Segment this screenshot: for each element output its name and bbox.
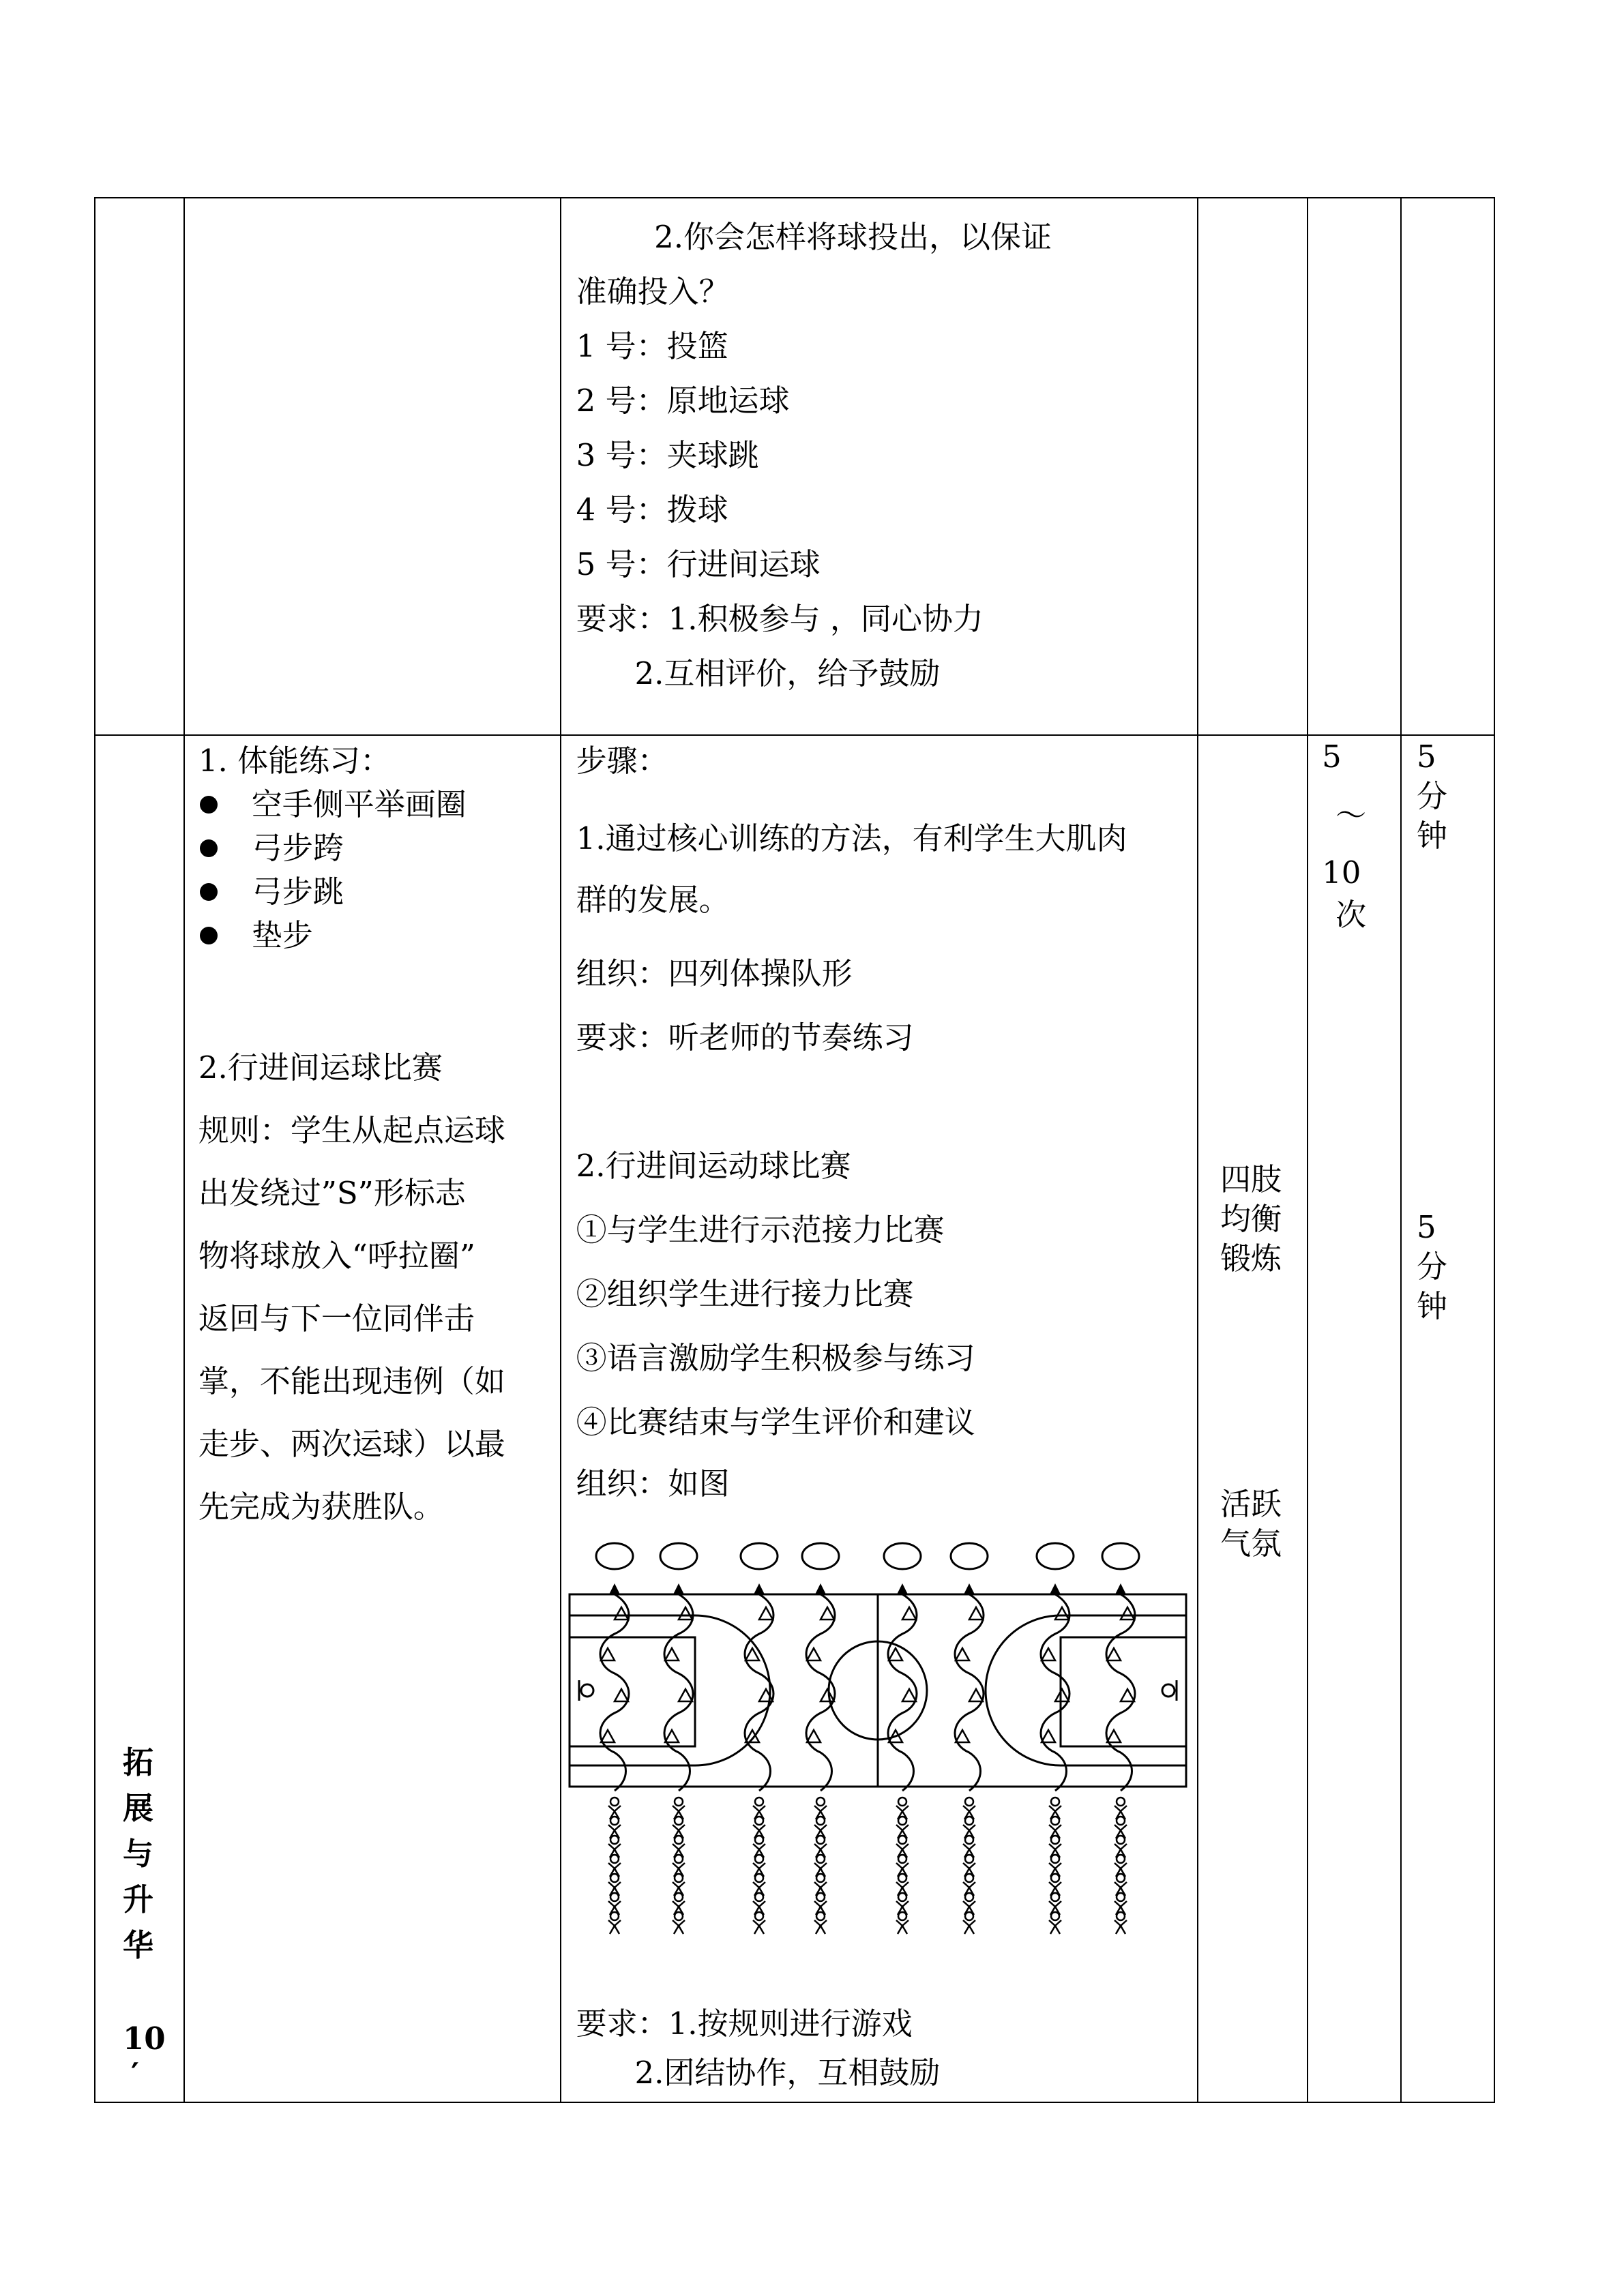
hula-hoop bbox=[660, 1543, 697, 1569]
court-diagram bbox=[561, 1537, 1194, 1939]
student-body-icon bbox=[1114, 1920, 1127, 1934]
student-icon bbox=[755, 1817, 763, 1825]
cone-icon bbox=[665, 1730, 679, 1742]
student-icon bbox=[965, 1912, 973, 1920]
cone-icon bbox=[615, 1689, 628, 1701]
requirement-line: 要求：听老师的节奏练习 bbox=[576, 1019, 914, 1056]
time-cell bbox=[1401, 735, 1494, 2102]
bullet-icon bbox=[200, 927, 218, 944]
table-row bbox=[95, 735, 1494, 2102]
bullet-icon bbox=[200, 796, 218, 814]
student-icon bbox=[898, 1874, 906, 1882]
student-icon bbox=[1051, 1836, 1059, 1844]
student-icon bbox=[610, 1855, 619, 1863]
bullet-item: 垫步 bbox=[200, 908, 313, 963]
student-icon bbox=[965, 1893, 973, 1901]
student-icon bbox=[755, 1836, 763, 1844]
load-cell bbox=[1308, 198, 1401, 735]
student-icon bbox=[755, 1874, 763, 1882]
right-key bbox=[1061, 1637, 1186, 1746]
load-line: 10 bbox=[1322, 854, 1361, 891]
student-icon bbox=[816, 1893, 825, 1901]
bullet-icon bbox=[200, 883, 218, 901]
student-icon bbox=[816, 1855, 825, 1863]
student-icon bbox=[675, 1874, 683, 1882]
bullet-item: 弓步跳 bbox=[200, 864, 344, 919]
arrow-head-icon bbox=[673, 1583, 684, 1594]
lesson-plan-table bbox=[94, 197, 1495, 2103]
arrow-head-icon bbox=[609, 1583, 620, 1594]
activity-cell bbox=[184, 198, 561, 735]
student-icon bbox=[816, 1912, 825, 1920]
student-icon bbox=[1117, 1893, 1125, 1901]
step-line: 2.行进间运动球比赛 bbox=[576, 1148, 851, 1184]
student-icon bbox=[816, 1817, 825, 1825]
substep-line: ①与学生进行示范接力比赛 bbox=[576, 1212, 945, 1248]
goal-line: 活跃 bbox=[1220, 1486, 1282, 1522]
s-path bbox=[1041, 1594, 1069, 1791]
student-icon bbox=[675, 1836, 683, 1844]
arrow-head-icon bbox=[1050, 1583, 1061, 1594]
goal-cell bbox=[1198, 735, 1308, 2102]
method-cell bbox=[561, 735, 1198, 2102]
student-icon bbox=[1117, 1836, 1125, 1844]
cone-icon bbox=[679, 1689, 692, 1701]
student-icon bbox=[898, 1798, 906, 1806]
cone-icon bbox=[1055, 1689, 1069, 1701]
goal-line: 锻炼 bbox=[1220, 1240, 1282, 1277]
section-cell bbox=[95, 198, 184, 735]
content-line: 3 号：夹球跳 bbox=[576, 437, 759, 473]
cone-icon bbox=[956, 1730, 969, 1742]
cone-icon bbox=[1121, 1689, 1134, 1701]
hula-hoop bbox=[1102, 1543, 1139, 1569]
requirement-line: 2.互相评价，给予鼓励 bbox=[576, 655, 941, 691]
time-line: 5 bbox=[1417, 1209, 1436, 1245]
student-body-icon bbox=[896, 1920, 909, 1934]
student-icon bbox=[1051, 1798, 1059, 1806]
student-icon bbox=[610, 1912, 619, 1920]
student-icon bbox=[965, 1874, 973, 1882]
section-char: 华 bbox=[123, 1927, 154, 1963]
activity-cell bbox=[184, 735, 561, 2102]
cone-icon bbox=[1055, 1607, 1069, 1620]
student-icon bbox=[898, 1817, 906, 1825]
content-line: 2.你会怎样将球投出，以保证 bbox=[576, 219, 1052, 255]
rule-line: 掌，不能出现违例（如 bbox=[198, 1363, 505, 1399]
right-hoop bbox=[1162, 1684, 1175, 1697]
arrow-head-icon bbox=[1115, 1583, 1126, 1594]
hula-hoop bbox=[1037, 1543, 1074, 1569]
cone-icon bbox=[1042, 1730, 1055, 1742]
content-line: 2 号：原地运球 bbox=[576, 383, 790, 419]
student-icon bbox=[816, 1874, 825, 1882]
student-icon bbox=[610, 1817, 619, 1825]
hula-hoop bbox=[741, 1543, 778, 1569]
arrow-head-icon bbox=[754, 1583, 765, 1594]
cone-icon bbox=[902, 1607, 916, 1620]
student-body-icon bbox=[673, 1920, 685, 1934]
student-icon bbox=[1051, 1817, 1059, 1825]
section-time: 10 bbox=[123, 2021, 166, 2057]
student-icon bbox=[898, 1855, 906, 1863]
steps-label: 步骤： bbox=[576, 743, 668, 779]
time-line: 5 bbox=[1417, 739, 1436, 775]
student-icon bbox=[965, 1817, 973, 1825]
s-path bbox=[888, 1594, 917, 1791]
student-icon bbox=[816, 1798, 825, 1806]
section-char: 展 bbox=[123, 1790, 154, 1826]
cone-icon bbox=[1107, 1730, 1121, 1742]
activity-title: 1. 体能练习： bbox=[198, 743, 392, 779]
goal-cell bbox=[1198, 198, 1308, 735]
substep-line: ④比赛结束与学生评价和建议 bbox=[576, 1404, 975, 1440]
load-cell bbox=[1308, 735, 1401, 2102]
rule-line: 返回与下一位同伴击 bbox=[198, 1300, 475, 1337]
time-line: 分 bbox=[1417, 778, 1448, 814]
bullet-item: 空手侧平举画圈 bbox=[200, 777, 467, 832]
s-path bbox=[664, 1594, 693, 1791]
cone-icon bbox=[969, 1607, 983, 1620]
content-line: 4 号：拨球 bbox=[576, 492, 728, 528]
cone-icon bbox=[1107, 1648, 1121, 1660]
content-line: 1 号：投篮 bbox=[576, 328, 728, 364]
step-line: 1.通过核心训练的方法，有利学生大肌肉 bbox=[576, 820, 1127, 856]
student-icon bbox=[755, 1798, 763, 1806]
cone-icon bbox=[615, 1607, 628, 1620]
student-icon bbox=[965, 1836, 973, 1844]
organization-line: 组织：如图 bbox=[576, 1465, 730, 1502]
student-icon bbox=[755, 1855, 763, 1863]
student-icon bbox=[675, 1855, 683, 1863]
student-body-icon bbox=[608, 1920, 621, 1934]
student-icon bbox=[1051, 1855, 1059, 1863]
student-icon bbox=[1051, 1874, 1059, 1882]
student-icon bbox=[965, 1855, 973, 1863]
cone-icon bbox=[807, 1648, 821, 1660]
cone-icon bbox=[759, 1607, 773, 1620]
left-key bbox=[570, 1637, 695, 1746]
student-body-icon bbox=[814, 1920, 827, 1934]
student-icon bbox=[1051, 1912, 1059, 1920]
requirement-line: 2.团结协作，互相鼓励 bbox=[576, 2055, 941, 2091]
student-icon bbox=[610, 1893, 619, 1901]
s-path bbox=[1106, 1594, 1135, 1791]
rule-line: 物将球放入“呼拉圈” bbox=[198, 1238, 475, 1274]
hula-hoop bbox=[596, 1543, 633, 1569]
hula-hoop bbox=[951, 1543, 988, 1569]
section-char: 与 bbox=[123, 1836, 154, 1872]
bullet-icon bbox=[200, 839, 218, 857]
section-char: 升 bbox=[123, 1881, 154, 1918]
student-icon bbox=[610, 1874, 619, 1882]
cone-icon bbox=[601, 1730, 615, 1742]
student-icon bbox=[965, 1798, 973, 1806]
arrow-head-icon bbox=[815, 1583, 826, 1594]
hula-hoop bbox=[802, 1543, 839, 1569]
method-cell bbox=[561, 198, 1198, 735]
goal-line: 气氛 bbox=[1220, 1525, 1282, 1562]
time-cell bbox=[1401, 198, 1494, 735]
student-icon bbox=[1117, 1912, 1125, 1920]
s-path bbox=[806, 1594, 835, 1791]
cone-icon bbox=[821, 1607, 834, 1620]
load-line: ～ bbox=[1335, 797, 1367, 833]
arrow-head-icon bbox=[897, 1583, 908, 1594]
table-row bbox=[95, 198, 1494, 735]
time-line: 钟 bbox=[1417, 1288, 1448, 1324]
rule-line: 先完成为获胜队。 bbox=[198, 1489, 444, 1525]
student-icon bbox=[675, 1912, 683, 1920]
student-icon bbox=[898, 1836, 906, 1844]
student-icon bbox=[816, 1836, 825, 1844]
section-cell bbox=[95, 735, 184, 2102]
load-line: 次 bbox=[1335, 897, 1367, 933]
student-body-icon bbox=[753, 1920, 765, 1934]
bullet-item: 弓步跨 bbox=[200, 820, 344, 876]
student-icon bbox=[1117, 1798, 1125, 1806]
cone-icon bbox=[969, 1689, 983, 1701]
student-body-icon bbox=[963, 1920, 975, 1934]
rule-line: 走步、两次运球）以最 bbox=[198, 1426, 505, 1462]
requirement-line: 要求：1.积极参与 ，同心协力 bbox=[576, 601, 984, 637]
activity-title: 2.行进间运球比赛 bbox=[198, 1049, 443, 1086]
s-path bbox=[600, 1594, 629, 1791]
section-char: 拓 bbox=[123, 1744, 154, 1780]
student-icon bbox=[675, 1817, 683, 1825]
student-body-icon bbox=[1049, 1920, 1061, 1934]
rule-line: 出发绕过”S”形标志 bbox=[198, 1175, 466, 1211]
cone-icon bbox=[1121, 1607, 1134, 1620]
step-line: 群的发展。 bbox=[576, 882, 730, 918]
student-icon bbox=[1117, 1817, 1125, 1825]
student-icon bbox=[755, 1912, 763, 1920]
substep-line: ②组织学生进行接力比赛 bbox=[576, 1276, 914, 1312]
student-icon bbox=[755, 1893, 763, 1901]
student-icon bbox=[675, 1893, 683, 1901]
cone-icon bbox=[665, 1648, 679, 1660]
goal-line: 均衡 bbox=[1220, 1201, 1282, 1237]
cone-icon bbox=[601, 1648, 615, 1660]
time-line: 分 bbox=[1417, 1249, 1448, 1285]
student-icon bbox=[675, 1798, 683, 1806]
hula-hoop bbox=[884, 1543, 921, 1569]
student-icon bbox=[898, 1912, 906, 1920]
cone-icon bbox=[679, 1607, 692, 1620]
organization-line: 组织：四列体操队形 bbox=[576, 955, 853, 992]
arrow-head-icon bbox=[964, 1583, 975, 1594]
left-hoop bbox=[581, 1684, 593, 1697]
rule-line: 规则：学生从起点运球 bbox=[198, 1112, 505, 1148]
student-icon bbox=[1051, 1893, 1059, 1901]
substep-line: ③语言激励学生积极参与练习 bbox=[576, 1340, 975, 1376]
time-line: 钟 bbox=[1417, 818, 1448, 854]
student-icon bbox=[898, 1893, 906, 1901]
cone-icon bbox=[807, 1730, 821, 1742]
s-path bbox=[955, 1594, 984, 1791]
student-icon bbox=[610, 1798, 619, 1806]
cone-icon bbox=[889, 1648, 902, 1660]
goal-line: 四肢 bbox=[1220, 1161, 1282, 1197]
load-line: 5 bbox=[1322, 739, 1342, 775]
cone-icon bbox=[902, 1689, 916, 1701]
student-icon bbox=[1117, 1874, 1125, 1882]
student-icon bbox=[610, 1836, 619, 1844]
student-icon bbox=[1117, 1855, 1125, 1863]
section-time-mark: ′ bbox=[131, 2056, 139, 2092]
cone-icon bbox=[1042, 1648, 1055, 1660]
cone-icon bbox=[956, 1648, 969, 1660]
content-line: 准确投入？ bbox=[576, 273, 730, 310]
requirement-line: 要求：1.按规则进行游戏 bbox=[576, 2006, 913, 2042]
content-line: 5 号：行进间运球 bbox=[576, 546, 821, 582]
cone-icon bbox=[821, 1689, 834, 1701]
